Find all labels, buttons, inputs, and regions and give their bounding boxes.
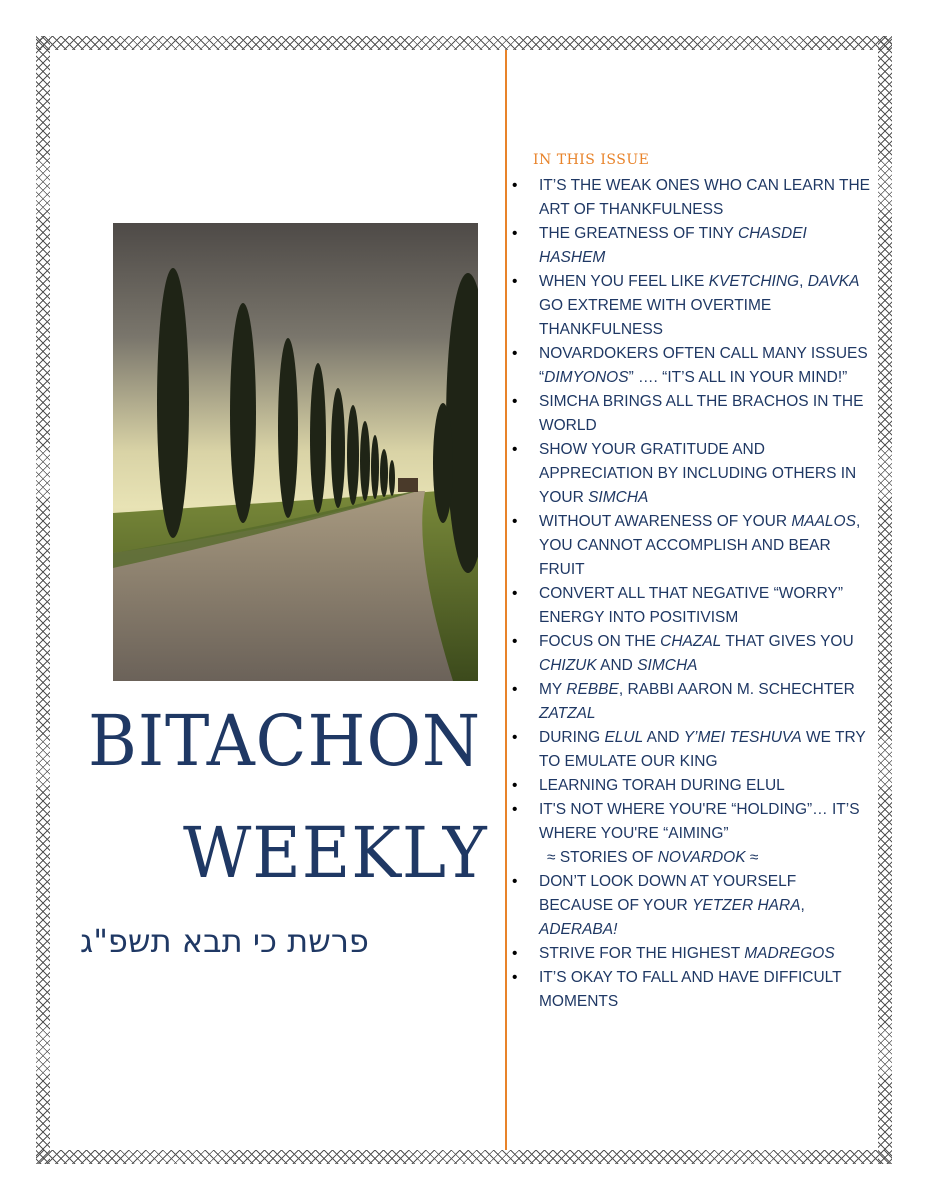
toc-item	[512, 510, 872, 582]
parsha-heading: פרשת כי תבא תשפ"ג	[80, 922, 369, 960]
toc-item-text: THE GREATNESS OF TINY	[539, 225, 738, 242]
toc-item	[512, 774, 872, 798]
toc-item-text: MADREGOS	[744, 945, 835, 962]
toc-item-text: NOVARDOKERS OFTEN CALL MANY ISSUES “	[539, 345, 868, 386]
toc-item-text: WITHOUT AWARENESS OF YOUR	[539, 513, 792, 530]
toc-item-text: GO EXTREME WITH OVERTIME THANKFULNESS	[539, 297, 772, 338]
toc-item	[512, 390, 872, 438]
newsletter-title-line2: WEEKLY	[183, 812, 488, 894]
toc-item-text: AND	[596, 657, 638, 674]
decorative-border-left	[36, 36, 50, 1164]
toc-item	[512, 342, 872, 390]
toc-item-text: IT’S OKAY TO FALL AND HAVE DIFFICULT MOMENTS	[539, 969, 842, 1010]
toc-item-text: ,	[799, 273, 808, 290]
toc-item-text: SIMCHA BRINGS ALL THE BRACHOS IN THE WORLD	[539, 393, 864, 434]
toc-item	[512, 174, 872, 222]
toc-item-text: ≈	[745, 849, 759, 866]
toc-item-text: ZATZAL	[539, 705, 596, 722]
toc-item-text: AND	[643, 729, 684, 746]
toc-item-text: THAT GIVES YOU	[721, 633, 854, 650]
toc-item-text: , YOU CANNOT ACCOMPLISH AND BEAR FRUIT	[539, 513, 861, 578]
toc-item	[512, 630, 872, 678]
toc-item-text: DIMYONOS	[544, 369, 629, 386]
toc-item-text: SIMCHA	[588, 489, 649, 506]
toc-item-text: CHIZUK	[539, 657, 597, 674]
toc-item-text: ADERABA!	[539, 921, 618, 938]
toc-item-text: DURING	[539, 729, 605, 746]
toc-item	[512, 870, 872, 942]
toc-item	[512, 582, 872, 630]
toc-item	[512, 726, 872, 774]
toc-item	[512, 942, 872, 966]
toc-item-text: YETZER HARA	[692, 897, 801, 914]
toc-item-text: MY	[539, 681, 567, 698]
toc-item	[512, 798, 872, 846]
toc-item-text: CONVERT ALL THAT NEGATIVE “WORRY” ENERGY INTO POSITIVISM	[539, 585, 844, 626]
toc-item-text: ” …. “IT’S ALL IN YOUR MIND!”	[628, 369, 848, 386]
toc-item-text: MAALOS	[791, 513, 856, 530]
toc-item	[512, 222, 872, 270]
cover-photo-cypress-road	[113, 223, 478, 681]
toc-item-text: , RABBI AARON M. SCHECHTER	[618, 681, 855, 698]
toc-item-text: DON’T LOOK DOWN AT YOURSELF BECAUSE OF YOUR	[539, 873, 797, 914]
toc-item-text: Y’MEI TESHUVA	[683, 729, 802, 746]
toc-item-text: CHAZAL	[660, 633, 722, 650]
toc-item-text: ,	[800, 897, 805, 914]
toc-item-text: SIMCHA	[637, 657, 698, 674]
toc-item-text: IT’S THE WEAK ONES WHO CAN LEARN THE ART OF THANKFULNESS	[539, 177, 871, 218]
in-this-issue-heading: IN THIS ISSUE	[533, 152, 650, 168]
toc-item-text: DAVKA	[807, 273, 860, 290]
toc-item-text: NOVARDOK	[657, 849, 746, 866]
toc-item-text: STRIVE FOR THE HIGHEST	[539, 945, 745, 962]
toc-item-text: WHEN YOU FEEL LIKE	[539, 273, 709, 290]
toc-item	[512, 438, 872, 510]
toc-item-text: ELUL	[604, 729, 644, 746]
decorative-border-right	[878, 36, 892, 1164]
toc-item-text: LEARNING TORAH DURING ELUL	[539, 777, 785, 794]
toc-item	[512, 966, 872, 1014]
toc-item	[512, 270, 872, 342]
toc-item	[512, 678, 872, 726]
toc-item-text: REBBE	[566, 681, 619, 698]
toc-item-text: IT'S NOT WHERE YOU'RE “HOLDING”… IT’S WHERE YOU'RE “AIMING”	[539, 801, 860, 842]
toc-item	[512, 846, 872, 870]
decorative-border-top	[36, 36, 892, 50]
toc-item-text: KVETCHING	[708, 273, 800, 290]
toc-item-text: ≈ STORIES OF	[547, 849, 658, 866]
decorative-border-bottom	[36, 1150, 892, 1164]
toc-item-text: CHASDEI HASHEM	[539, 225, 807, 266]
column-divider	[505, 50, 507, 1150]
toc-item-text: WE TRY TO EMULATE OUR KING	[539, 729, 866, 770]
toc-item-text: SHOW YOUR GRATITUDE AND APPRECIATION BY INCLUDING OTHERS IN YOUR	[539, 441, 857, 506]
toc-item-text: FOCUS ON THE	[539, 633, 661, 650]
table-of-contents	[512, 174, 872, 1014]
newsletter-title-line1: BITACHON	[88, 700, 482, 782]
